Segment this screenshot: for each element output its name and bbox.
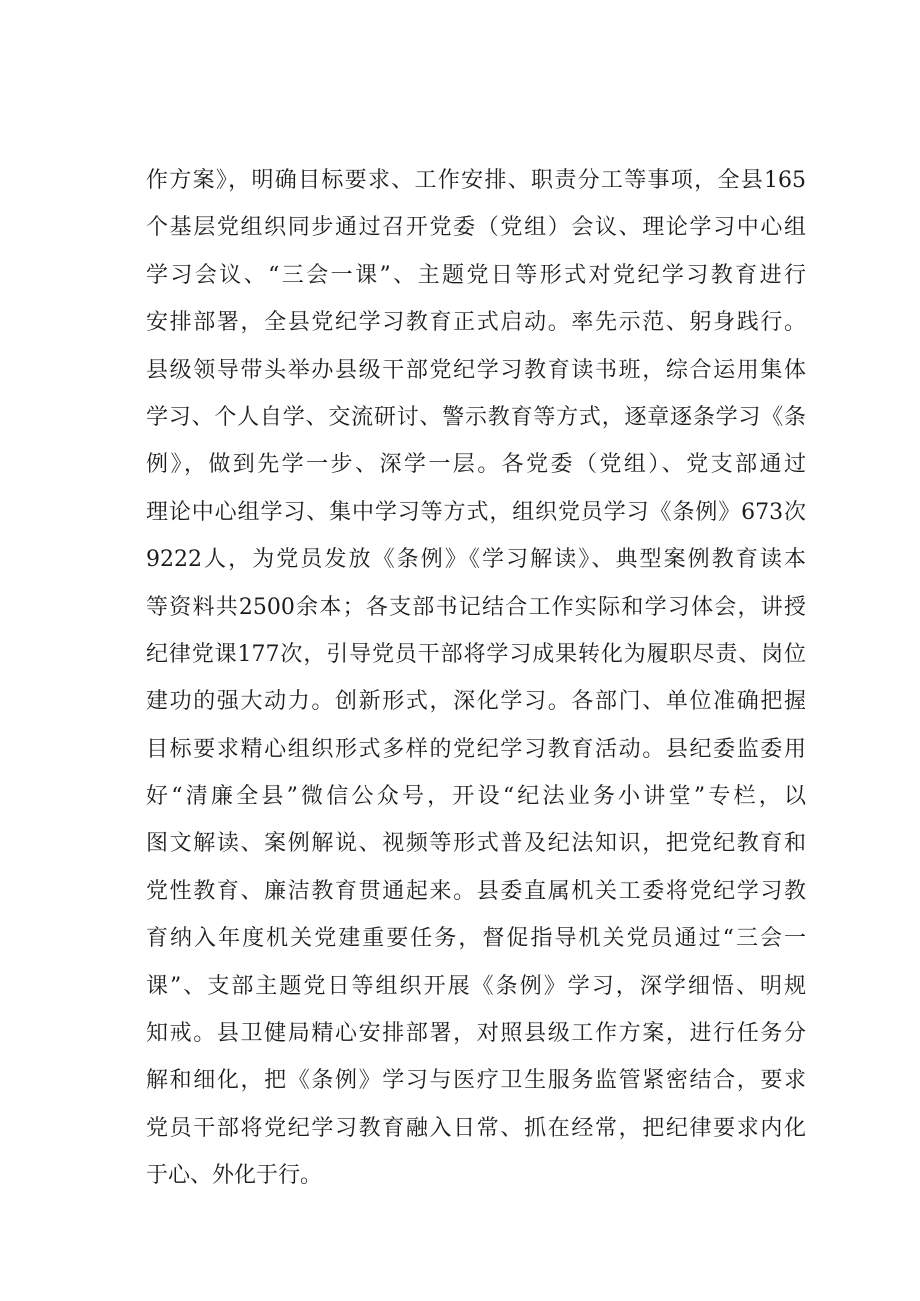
text-line-4: 安排部署，全县党纪学习教育正式启动。率先示范、躬身践行。 — [146, 310, 806, 336]
text-line-7: 例》，做到先学一步、深学一层。各党委（党组）、党支部通过 — [146, 452, 806, 478]
text-line-14: 好“清廉全县”微信公众号，开设“纪法业务小讲堂”专栏，以 — [146, 784, 806, 810]
text-line-2: 个基层党组织同步通过召开党委（党组）会议、理论学习中心组 — [146, 215, 806, 241]
text-line-12: 建功的强大动力。创新形式，深化学习。各部门、单位准确把握 — [146, 689, 806, 715]
body-paragraph — [146, 157, 806, 1200]
text-line-8: 理论中心组学习、集中学习等方式，组织党员学习《条例》673次 — [146, 499, 806, 525]
text-line-1: 作方案》，明确目标要求、工作安排、职责分工等事项，全县165 — [146, 168, 806, 193]
text-line-15: 图文解读、案例解说、视频等形式普及纪法知识，把党纪教育和 — [146, 831, 806, 857]
text-line-18: 课”、支部主题党日等组织开展《条例》学习，深学细悟、明规 — [146, 973, 806, 999]
text-line-13: 目标要求精心组织形式多样的党纪学习教育活动。县纪委监委用 — [146, 736, 806, 762]
text-line-21: 党员干部将党纪学习教育融入日常、抓在经常，把纪律要求内化 — [146, 1115, 806, 1141]
text-line-3: 学习会议、“三会一课”、主题党日等形式对党纪学习教育进行 — [146, 262, 806, 288]
text-line-19: 知戒。县卫健局精心安排部署，对照县级工作方案，进行任务分 — [146, 1021, 806, 1047]
text-line-17: 育纳入年度机关党建重要任务，督促指导机关党员通过“三会一 — [146, 926, 806, 952]
text-line-9: 9222人，为党员发放《条例》《学习解读》、典型案例教育读本 — [146, 547, 806, 573]
text-line-22: 于心、外化于行。 — [146, 1163, 323, 1189]
text-line-6: 学习、个人自学、交流研讨、警示教育等方式，逐章逐条学习《条 — [146, 404, 806, 430]
text-line-10: 等资料共2500余本；各支部书记结合工作实际和学习体会，讲授 — [146, 594, 806, 620]
text-line-20: 解和细化，把《条例》学习与医疗卫生服务监管紧密结合，要求 — [146, 1068, 806, 1094]
text-line-16: 党性教育、廉洁教育贯通起来。县委直属机关工委将党纪学习教 — [146, 878, 806, 904]
text-line-5: 县级领导带头举办县级干部党纪学习教育读书班，综合运用集体 — [146, 357, 806, 383]
text-line-11: 纪律党课177次，引导党员干部将学习成果转化为履职尽责、岗位 — [146, 641, 806, 667]
